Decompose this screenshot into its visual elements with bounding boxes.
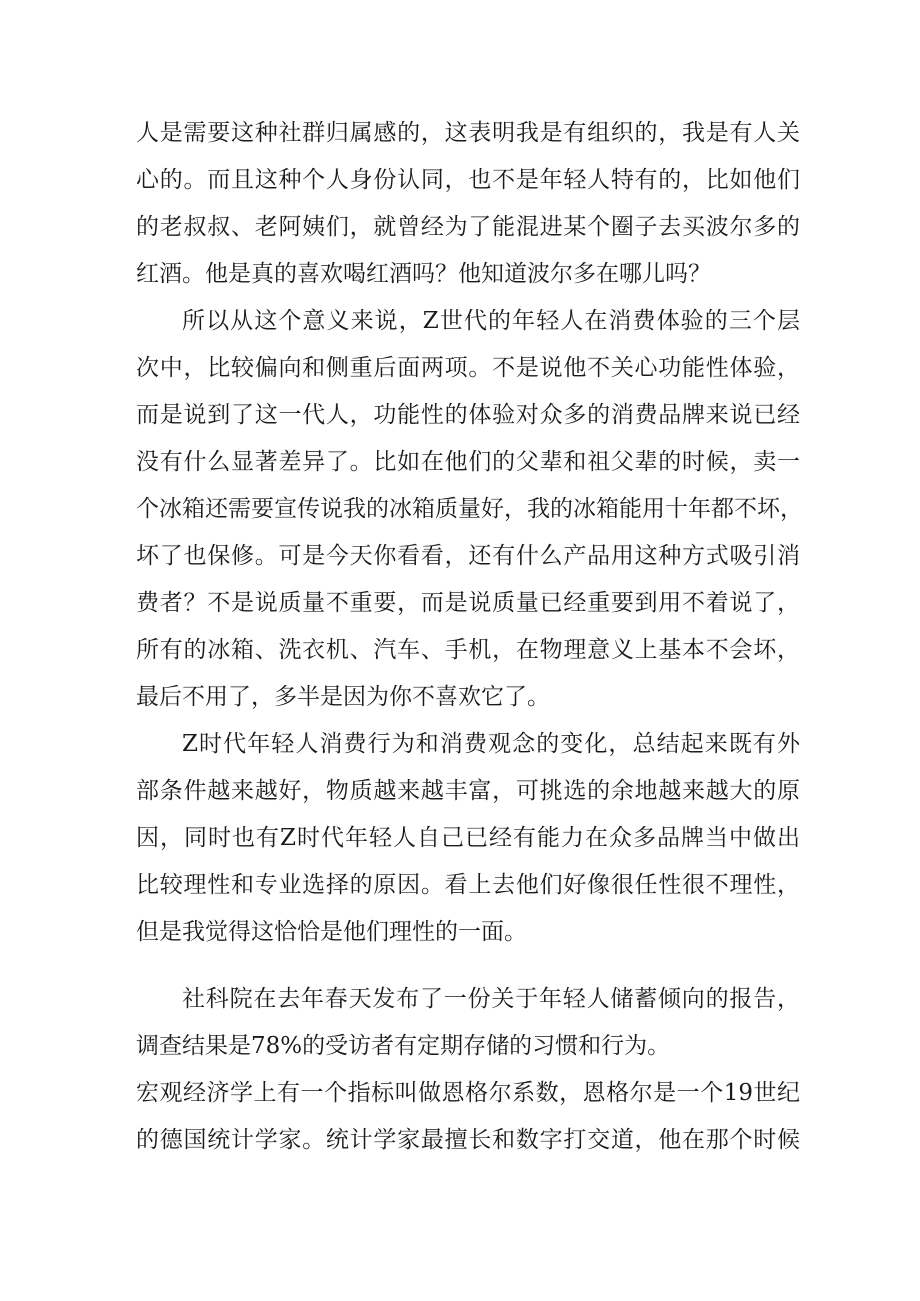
- text-line: 坏了也保修。可是今天你看看，还有什么产品用这种方式吸引消: [136, 543, 800, 569]
- text-line: 的老叔叔、老阿姨们，就曾经为了能混进某个圈子去买波尔多的: [136, 214, 800, 240]
- text-line: 因，同时也有Z时代年轻人自己已经有能力在众多品牌当中做出: [136, 825, 800, 851]
- text-line: 但是我觉得这恰恰是他们理性的一面。: [136, 919, 527, 945]
- text-line: 次中，比较偏向和侧重后面两项。不是说他不关心功能性体验，: [136, 355, 800, 381]
- paragraph-first-line: Z时代年轻人消费行为和消费观念的变化，总结起来既有外: [182, 731, 800, 757]
- text-line: 红酒。他是真的喜欢喝红酒吗？他知道波尔多在哪儿吗？: [136, 261, 711, 287]
- text-line: 调查结果是78%的受访者有定期存储的习惯和行为。: [136, 1033, 671, 1059]
- paragraph-first-line: 社科院在去年春天发布了一份关于年轻人储蓄倾向的报告，: [182, 986, 800, 1012]
- text-line: 宏观经济学上有一个指标叫做恩格尔系数，恩格尔是一个19世纪: [136, 1080, 800, 1106]
- text-line: 的德国统计学家。统计学家最擅长和数字打交道，他在那个时候: [136, 1127, 800, 1153]
- text-line: 部条件越来越好，物质越来越丰富，可挑选的余地越来越大的原: [136, 778, 800, 804]
- text-line: 比较理性和专业选择的原因。看上去他们好像很任性很不理性，: [136, 872, 800, 898]
- text-line: 心的。而且这种个人身份认同，也不是年轻人特有的，比如他们: [136, 167, 800, 193]
- text-line: 而是说到了这一代人，功能性的体验对众多的消费品牌来说已经: [136, 402, 800, 428]
- text-line: 最后不用了，多半是因为你不喜欢它了。: [136, 684, 550, 710]
- text-line: 没有什么显著差异了。比如在他们的父辈和祖父辈的时候，卖一: [136, 449, 800, 475]
- text-line: 个冰箱还需要宣传说我的冰箱质量好，我的冰箱能用十年都不坏，: [136, 496, 803, 522]
- text-line: 费者？不是说质量不重要，而是说质量已经重要到用不着说了，: [136, 590, 800, 616]
- paragraph-first-line: 所以从这个意义来说，Z世代的年轻人在消费体验的三个层: [182, 308, 800, 334]
- text-line: 所有的冰箱、洗衣机、汽车、手机，在物理意义上基本不会坏，: [136, 637, 800, 663]
- text-line: 人是需要这种社群归属感的，这表明我是有组织的，我是有人关: [136, 120, 800, 146]
